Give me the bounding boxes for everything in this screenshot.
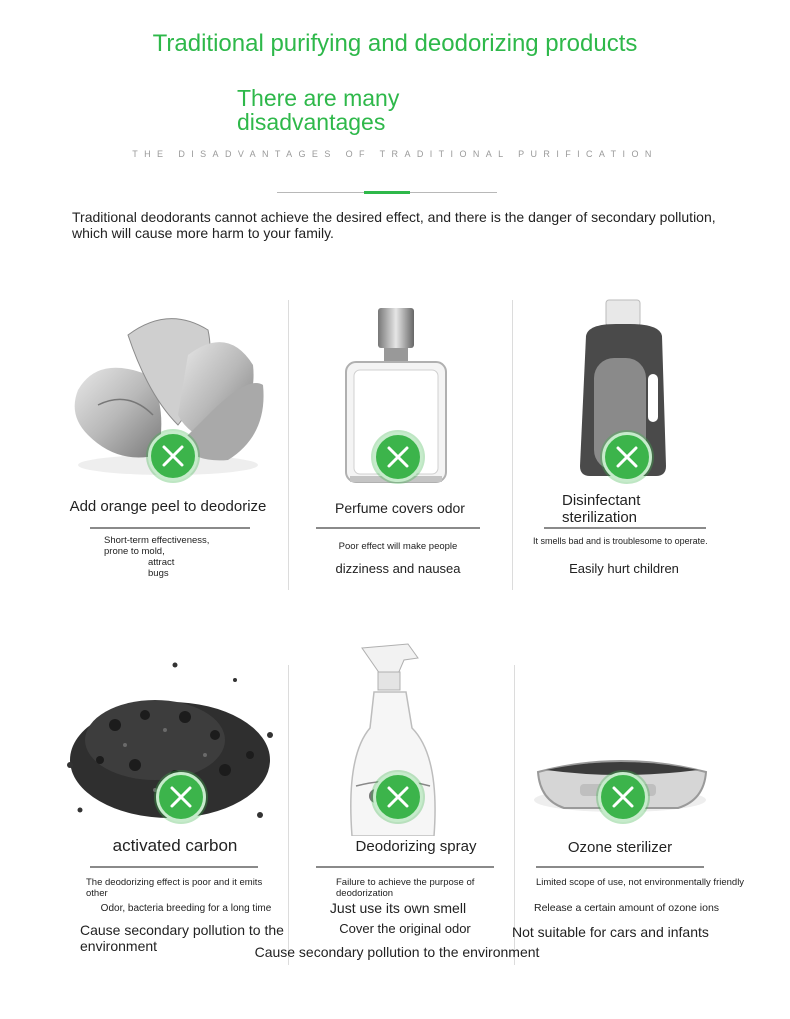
cross-icon <box>598 772 648 822</box>
page-title: Traditional purifying and deodorizing products <box>152 30 638 57</box>
item-note: Easily hurt children <box>569 561 679 576</box>
ozone-sterilizer-image <box>528 730 748 930</box>
label-underline <box>90 866 258 868</box>
item-note: Failure to achieve the purpose of deodorization <box>336 877 475 899</box>
item-label: Ozone sterilizer <box>567 839 673 856</box>
item-note: Just use its own smell <box>329 900 467 916</box>
item-note: The deodorizing effect is poor and it emits other <box>86 877 263 899</box>
item-note: Poor effect will make people <box>338 541 458 552</box>
divider-accent <box>364 191 410 194</box>
intro-text: Traditional deodorants cannot achieve the desired effect, and there is the danger of secondary pollution, which will cause more harm to your family. <box>72 209 716 241</box>
label-underline <box>316 527 480 529</box>
cross-icon <box>148 431 198 481</box>
column-divider <box>288 665 289 965</box>
item-note: It smells bad and is troublesome to operate. <box>533 536 708 546</box>
cross-icon <box>373 432 423 482</box>
column-divider <box>512 300 513 590</box>
item-label: Deodorizing spray <box>355 838 477 855</box>
cross-icon <box>156 772 206 822</box>
page-subtitle: There are many disadvantages <box>237 85 400 135</box>
item-label: Perfume covers odor <box>335 500 465 516</box>
item-label: Add orange peel to deodorize <box>69 498 267 515</box>
item-note: Short-term effectiveness, prone to mold, <box>104 535 210 557</box>
label-underline <box>536 866 704 868</box>
item-label: Disinfectant sterilization <box>562 492 641 526</box>
item-note: attract bugs <box>148 557 175 579</box>
item-note: Odor, bacteria breeding for a long time <box>100 903 272 914</box>
item-note: dizziness and nausea <box>335 561 461 576</box>
item-note: Limited scope of use, not environmentally friendly <box>536 877 745 888</box>
item-note: Cause secondary pollution to the environment <box>80 922 284 954</box>
item-note: Not suitable for cars and infants <box>512 924 709 940</box>
caps-subtitle: THE DISADVANTAGES OF TRADITIONAL PURIFICATION <box>132 149 658 159</box>
item-note: Cause secondary pollution to the environment <box>254 944 540 960</box>
item-note: Cover the original odor <box>339 921 471 936</box>
label-underline <box>316 866 494 868</box>
item-note: Release a certain amount of ozone ions <box>534 902 720 914</box>
cross-icon <box>373 772 423 822</box>
label-underline <box>544 527 706 529</box>
cross-icon <box>602 432 652 482</box>
label-underline <box>90 527 250 529</box>
item-label: activated carbon <box>112 836 238 855</box>
